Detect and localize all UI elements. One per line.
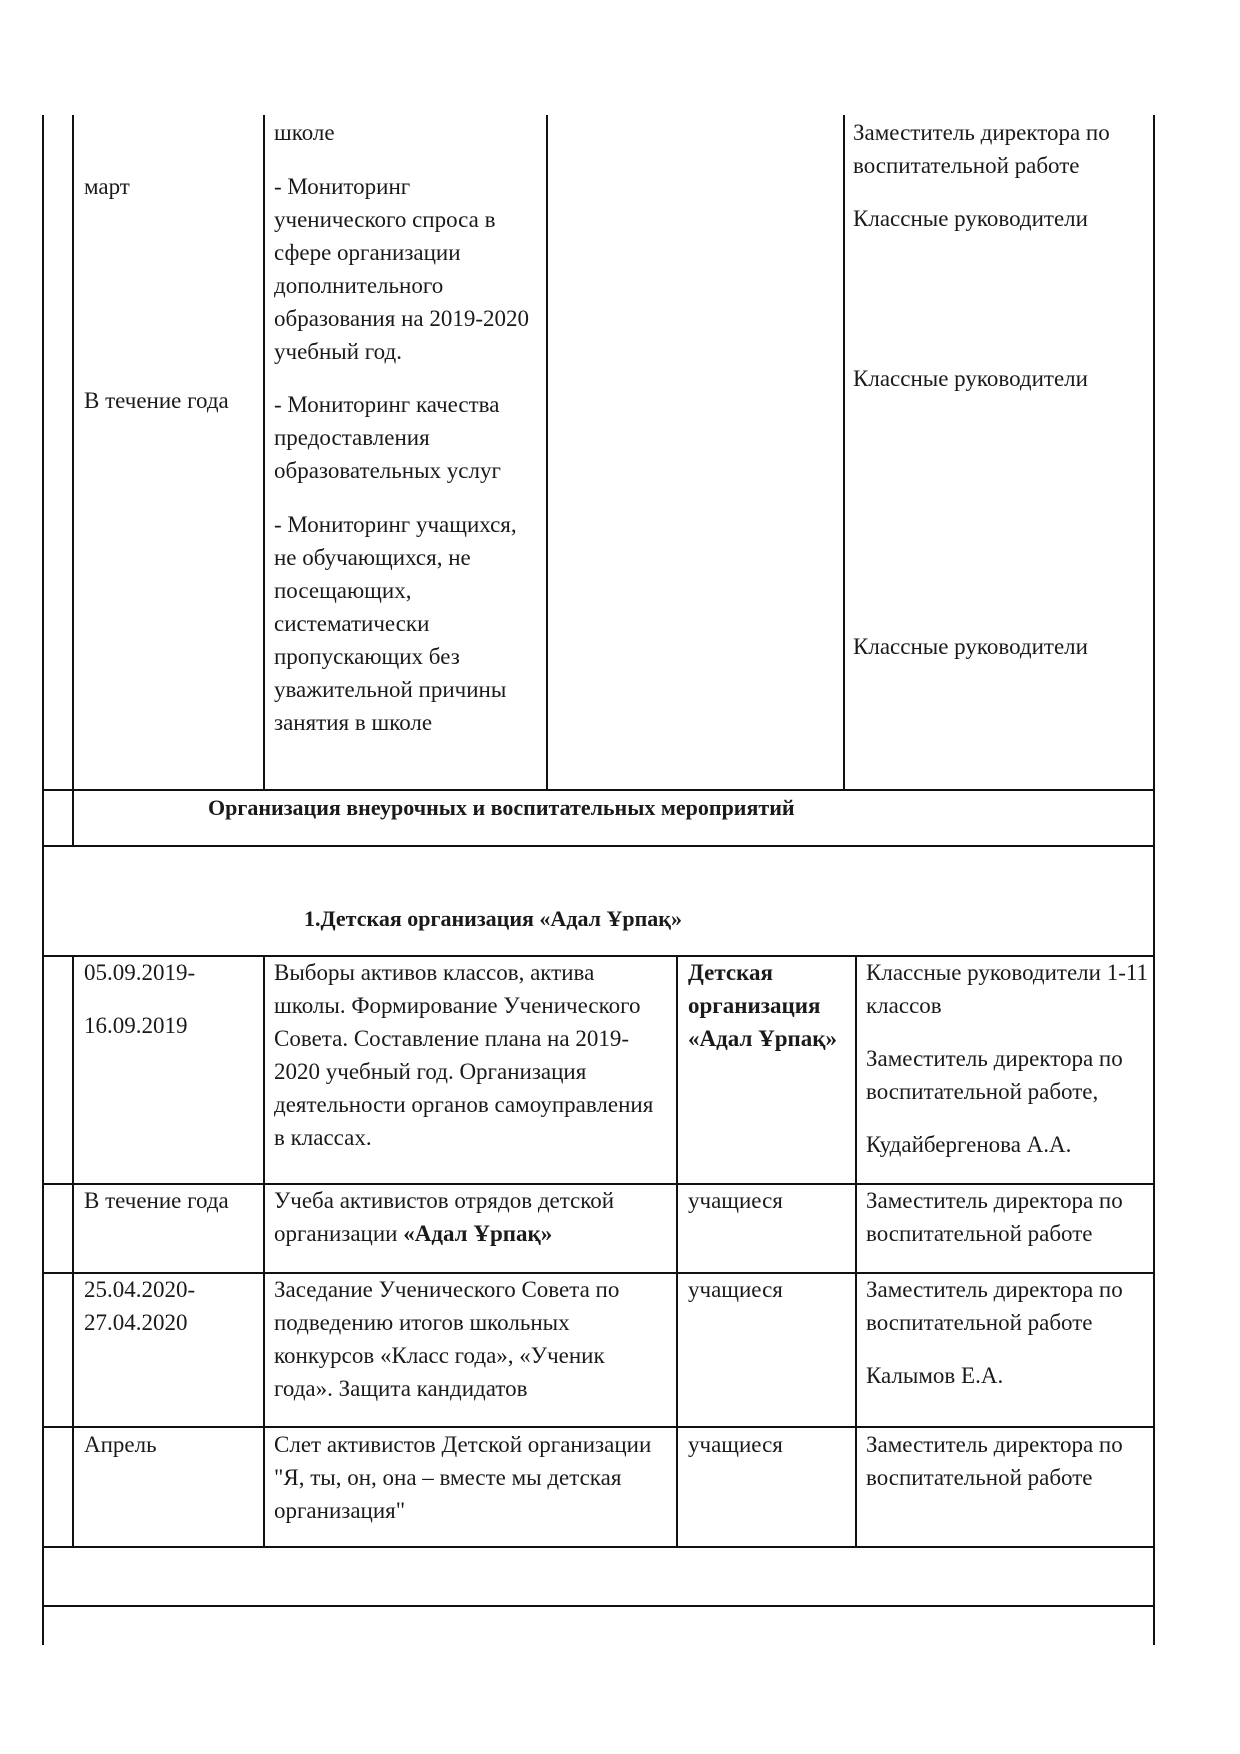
responsible-person: Классные руководители	[853, 634, 1088, 659]
section-heading: Организация внеурочных и воспитательных мероприятий	[208, 795, 795, 820]
event-date: В течение года	[84, 388, 229, 413]
event-date: В течение года	[84, 1188, 229, 1213]
responsible-person: Заместитель директора по воспитательной работе,	[866, 1046, 1123, 1104]
event-description: школе	[274, 120, 335, 145]
event-date: 25.04.2020-27.04.2020	[84, 1277, 196, 1335]
event-date: 05.09.2019-	[84, 960, 196, 985]
grid-line	[72, 955, 74, 1548]
grid-line	[42, 789, 1155, 791]
event-date: Апрель	[84, 1432, 157, 1457]
responsible-person: Заместитель директора по воспитательной работе	[866, 1277, 1123, 1335]
event-description: - Мониторинг качества предоставления образовательных услуг	[274, 392, 501, 483]
responsible-person: Заместитель директора по воспитательной работе	[866, 1432, 1123, 1490]
grid-line	[42, 1546, 1155, 1548]
participants: учащиеся	[688, 1432, 783, 1457]
grid-line	[42, 115, 44, 1645]
responsible-person: Калымов Е.А.	[866, 1363, 1004, 1388]
grid-line	[843, 115, 845, 789]
grid-line	[263, 115, 265, 789]
event-description: Выборы активов классов, актива школы. Формирование Ученического Совета. Составление плана на 2019-2020 учебный год. Организация деятельности органов самоуправления в классах.	[274, 960, 654, 1150]
grid-line	[855, 955, 857, 1548]
participants: учащиеся	[688, 1188, 783, 1213]
grid-line	[72, 115, 74, 845]
responsible-person: Заместитель директора по воспитательной работе	[866, 1188, 1123, 1246]
event-description	[274, 1184, 666, 1250]
participants: Детская организация «Адал Ұрпақ»	[688, 960, 838, 1051]
organization-name: «Адал Ұрпақ»	[403, 1221, 553, 1246]
responsible-person: Классные руководители	[853, 206, 1088, 231]
event-description: - Мониторинг ученического спроса в сфере организации дополнительного образования на 2019-2020 учебный год.	[274, 174, 529, 364]
responsible-person: Кудайбергенова А.А.	[866, 1132, 1072, 1157]
grid-line	[546, 115, 548, 789]
event-text: Учеба активистов отрядов детской организации	[274, 1188, 615, 1246]
participants: учащиеся	[688, 1277, 783, 1302]
event-description: Слет активистов Детской организации "Я, ты, он, она – вместе мы детская организация"	[274, 1432, 652, 1523]
grid-line	[42, 1605, 1155, 1607]
event-description: - Мониторинг учащихся, не обучающихся, не посещающих, систематически пропускающих без уважительной причины занятия в школе	[274, 512, 517, 735]
grid-line	[263, 955, 265, 1548]
event-description: Заседание Ученического Совета по подведению итогов школьных конкурсов «Класс года», «Ученик года». Защита кандидатов	[274, 1277, 620, 1401]
responsible-person: Классные руководители	[853, 366, 1088, 391]
grid-line	[676, 955, 678, 1548]
responsible-person: Классные руководители 1-11 классов	[866, 960, 1149, 1018]
grid-line	[42, 845, 1155, 847]
grid-line	[1153, 115, 1155, 1645]
responsible-person: Заместитель директора по воспитательной работе	[853, 120, 1110, 178]
subsection-heading: 1.Детская организация «Адал Ұрпақ»	[304, 906, 682, 931]
event-date: 16.09.2019	[84, 1013, 188, 1038]
event-date: март	[84, 174, 130, 199]
